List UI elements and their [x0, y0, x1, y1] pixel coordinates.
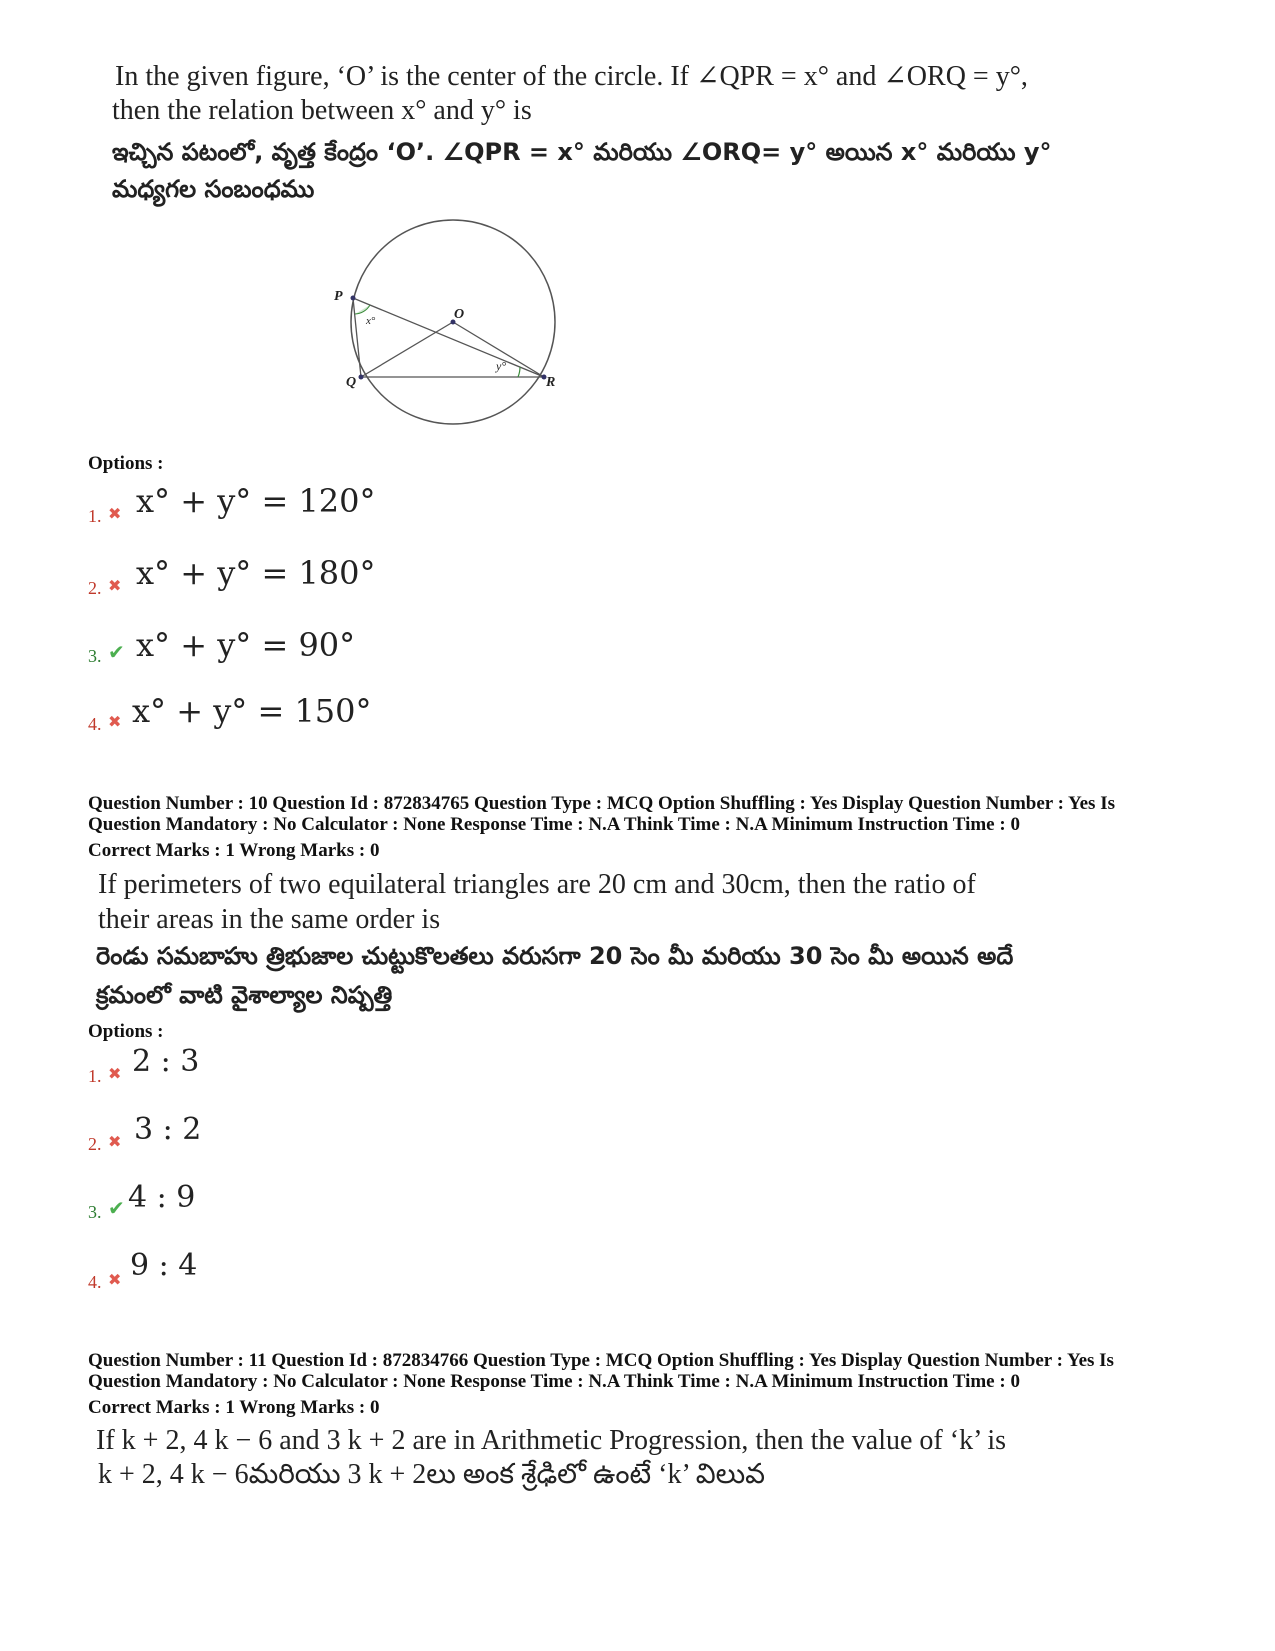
q11-meta-line-2: Question Mandatory : No Calculator : None Response Time : N.A Think Time : N.A Minimum Instruction Time : 0	[88, 1371, 1020, 1392]
option-text: x° + y° = 180°	[136, 554, 376, 592]
option-text: 3 : 2	[134, 1112, 202, 1147]
option-text: 4 : 9	[128, 1180, 196, 1215]
segment-qo	[361, 322, 453, 377]
q10-telugu-line-1: రెండు సమబాహు త్రిభుజాల చుట్టుకొలతలు వరుసగా 20 సెం మీ మరియు 30 సెం మీ అయిన అదే	[96, 942, 1014, 970]
q9-question-line-2: then the relation between x° and y° is	[112, 95, 532, 126]
label-x: x°	[366, 315, 376, 327]
q10-question-line-2: their areas in the same order is	[98, 904, 441, 935]
option-number: 2.	[88, 578, 102, 598]
q10-telugu-line-2: క్రమంలో వాటి వైశాల్యాల నిష్పత్తి	[96, 981, 393, 1009]
label-p: P	[334, 289, 343, 304]
option-text: x° + y° = 150°	[132, 692, 372, 730]
correct-check-icon: ✔	[108, 1196, 125, 1220]
q10-meta-line-2: Question Mandatory : No Calculator : None Response Time : N.A Think Time : N.A Minimum Instruction Time : 0	[88, 814, 1020, 835]
label-q: Q	[346, 375, 357, 390]
option-number: 4.	[88, 1272, 102, 1292]
q11-meta-line-1: Question Number : 11 Question Id : 872834766 Question Type : MCQ Option Shuffling : Yes Display Question Number : Yes Is	[88, 1350, 1114, 1371]
option-text: x° + y° = 90°	[136, 626, 356, 664]
q10-options-label: Options :	[88, 1021, 164, 1042]
q10-question-line-1: If perimeters of two equilateral triangles are 20 cm and 30cm, then the ratio of	[98, 869, 976, 900]
option-number: 3.	[88, 646, 102, 666]
angle-y-arc	[518, 367, 520, 377]
point-q	[359, 375, 364, 380]
option-number: 1.	[88, 506, 102, 526]
wrong-mark-icon: ✖	[108, 712, 122, 731]
option-number: 2.	[88, 1134, 102, 1154]
wrong-mark-icon: ✖	[108, 576, 122, 595]
option-number: 3.	[88, 1202, 102, 1222]
label-o: O	[454, 307, 465, 322]
point-p	[351, 296, 356, 301]
option-number: 1.	[88, 1066, 102, 1086]
q11-telugu-line-1: k + 2, 4 k − 6మరియు 3 k + 2లు అంక శ్రేఢిలో ఉంటే ‘k’ విలువ	[98, 1459, 766, 1490]
q11-question-line-1: If k + 2, 4 k − 6 and 3 k + 2 are in Arithmetic Progression, then the value of ‘k’ is	[96, 1425, 1006, 1456]
wrong-mark-icon: ✖	[108, 1064, 122, 1083]
angle-x-arc	[355, 305, 370, 314]
q11-meta-line-3: Correct Marks : 1 Wrong Marks : 0	[88, 1397, 380, 1418]
q9-question-line-1: In the given figure, ‘O’ is the center of the circle. If ∠QPR = x° and ∠ORQ = y°,	[115, 61, 1028, 92]
wrong-mark-icon: ✖	[108, 504, 122, 523]
correct-check-icon: ✔	[108, 640, 125, 664]
q9-options-label: Options :	[88, 453, 164, 474]
option-text: 2 : 3	[132, 1044, 200, 1079]
q10-meta-line-3: Correct Marks : 1 Wrong Marks : 0	[88, 840, 380, 861]
chord-pq	[353, 298, 361, 377]
option-text: x° + y° = 120°	[136, 482, 376, 520]
label-r: R	[546, 375, 556, 390]
q9-telugu-line-1: ఇచ్చిన పటంలో, వృత్త కేంద్రం ‘O’. ∠QPR = x° మరియు ∠ORQ= y° అయిన x° మరియు y°	[112, 138, 1052, 166]
label-y: y°	[496, 359, 507, 373]
q9-telugu-line-2: మధ్యగల సంబంధము	[112, 175, 315, 203]
q10-meta-line-1: Question Number : 10 Question Id : 872834765 Question Type : MCQ Option Shuffling : Yes Display Question Number : Yes Is	[88, 793, 1115, 814]
option-number: 4.	[88, 714, 102, 734]
circle-figure	[320, 210, 580, 440]
option-text: 9 : 4	[130, 1248, 198, 1283]
wrong-mark-icon: ✖	[108, 1270, 122, 1289]
wrong-mark-icon: ✖	[108, 1132, 122, 1151]
